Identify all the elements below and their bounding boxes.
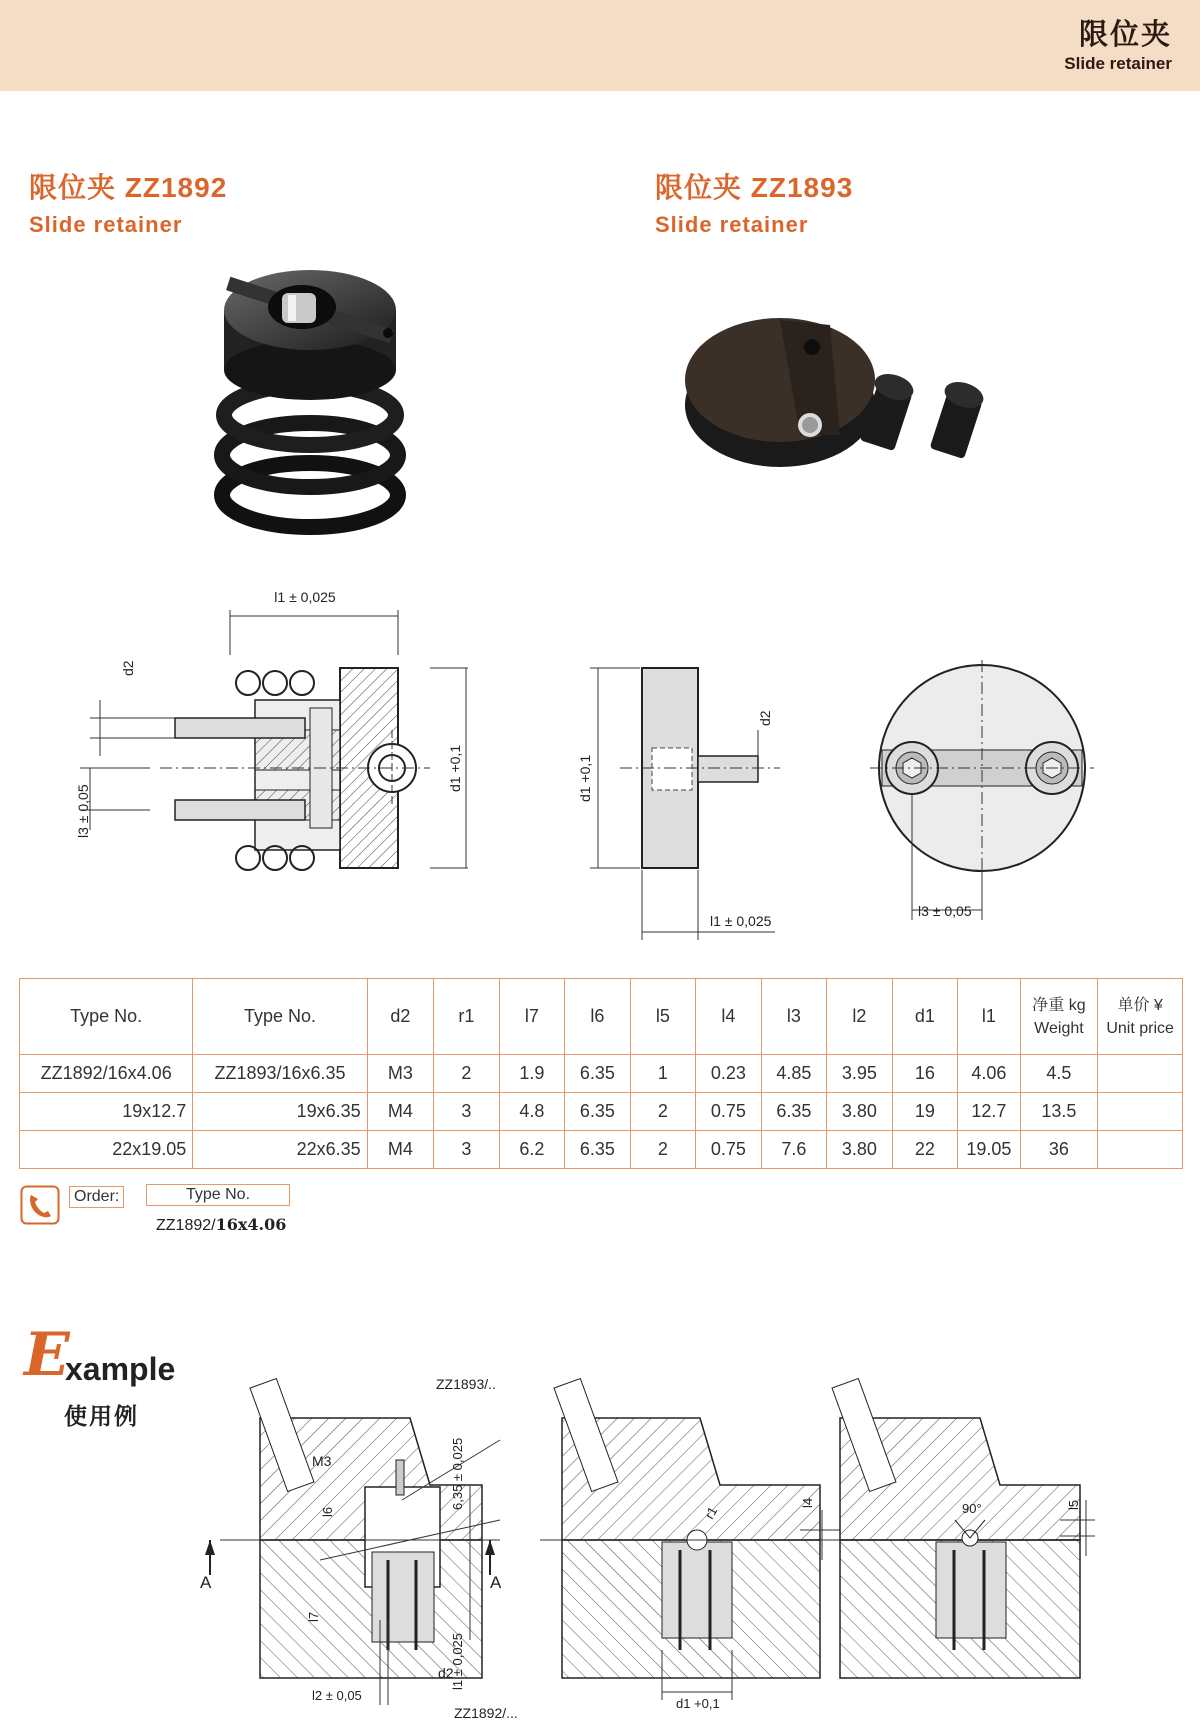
table-cell: 3 — [434, 1131, 500, 1169]
example-label-d2: d2 — [438, 1665, 454, 1681]
table-cell: M3 — [367, 1055, 434, 1093]
table-cell: ZZ1892/16x4.06 — [20, 1055, 193, 1093]
order-example-suffix: 16x4.06 — [215, 1215, 287, 1234]
table-cell: 3 — [434, 1093, 500, 1131]
table-header: l4 — [696, 979, 762, 1055]
example-label-6-35: 6,35 ± 0,025 — [450, 1437, 465, 1510]
product-subtitle-zz1892: Slide retainer — [29, 212, 183, 237]
table-header: d1 — [892, 979, 958, 1055]
dim-l3-tol: l3 ± 0,05 — [75, 784, 91, 838]
header-title-cn: 限位夹 — [1078, 19, 1172, 51]
table-header: Type No. — [193, 979, 367, 1055]
header-title-en: Slide retainer — [1064, 54, 1172, 73]
table-header: l3 — [761, 979, 827, 1055]
table-cell: 4.85 — [761, 1055, 827, 1093]
table-cell: 19x6.35 — [193, 1093, 367, 1131]
table-header: Type No. — [20, 979, 193, 1055]
top-view-zz1893 — [870, 660, 1094, 920]
example-label-zz1892: ZZ1892/... — [454, 1705, 518, 1721]
table-cell: 19 — [892, 1093, 958, 1131]
weight-header-cn: 净重 kg — [1032, 996, 1086, 1014]
dim-l3-tol-b: l3 ± 0,05 — [918, 903, 972, 919]
table-header: l1 — [958, 979, 1020, 1055]
table-header-row — [20, 979, 1183, 1055]
table-header: r1 — [434, 979, 500, 1055]
table-cell: ZZ1893/16x6.35 — [193, 1055, 367, 1093]
table-cell: 3.80 — [827, 1093, 893, 1131]
table-cell: 19.05 — [958, 1131, 1020, 1169]
dim-l1-tol-b: l1 ± 0,025 — [710, 913, 772, 929]
table-cell: 22x6.35 — [193, 1131, 367, 1169]
table-cell: 1.9 — [499, 1055, 565, 1093]
table-cell: 6.35 — [565, 1055, 631, 1093]
price-header-cn: 单价 ¥ — [1117, 996, 1163, 1014]
example-label-zz1893: ZZ1893/.. — [436, 1376, 496, 1392]
example-label-l4: l4 — [800, 1497, 815, 1508]
table-cell: 0.23 — [696, 1055, 762, 1093]
table-cell: 2 — [630, 1131, 696, 1169]
table-cell: M4 — [367, 1131, 434, 1169]
table-header-price — [1098, 979, 1183, 1055]
example-label-l7: l7 — [306, 1611, 321, 1622]
table-cell: 3.80 — [827, 1131, 893, 1169]
dim-d1-tol: d1 +0,1 — [447, 744, 463, 792]
table-cell — [1098, 1131, 1183, 1169]
side-view-zz1893 — [590, 668, 780, 940]
table-header: l7 — [499, 979, 565, 1055]
dim-d2-b: d2 — [757, 710, 773, 726]
table-cell: 0.75 — [696, 1093, 762, 1131]
example-view-3 — [832, 1379, 1095, 1678]
table-cell: 16 — [892, 1055, 958, 1093]
table-cell: 6.35 — [565, 1131, 631, 1169]
dim-l1-tol: l1 ± 0,025 — [274, 589, 336, 605]
example-title-rest: xample — [65, 1351, 176, 1387]
weight-header-en: Weight — [1034, 1019, 1084, 1037]
table-cell: 2 — [434, 1055, 500, 1093]
example-label-l1: l1 ± 0,025 — [450, 1632, 465, 1690]
example-label-a-left: A — [200, 1573, 212, 1592]
example-view-2 — [540, 1379, 840, 1700]
product-title-zz1893: 限位夹 ZZ1893 — [655, 172, 854, 203]
price-header-en: Unit price — [1106, 1019, 1174, 1037]
example-label-r1: r1 — [701, 1503, 721, 1522]
order-type-label: Type No. — [146, 1184, 290, 1206]
table-cell: 22x19.05 — [20, 1131, 193, 1169]
table-cell: 4.06 — [958, 1055, 1020, 1093]
table-header: l5 — [630, 979, 696, 1055]
table-cell — [1098, 1093, 1183, 1131]
example-title-initial: E — [24, 1320, 70, 1390]
table-cell: 36 — [1020, 1131, 1098, 1169]
table-cell: 22 — [892, 1131, 958, 1169]
table-cell: M4 — [367, 1093, 434, 1131]
order-example-prefix: ZZ1892/ — [156, 1217, 216, 1234]
table-cell: 6.2 — [499, 1131, 565, 1169]
table-cell: 3.95 — [827, 1055, 893, 1093]
table-row — [20, 1093, 1183, 1131]
table-header: l6 — [565, 979, 631, 1055]
product-subtitle-zz1893: Slide retainer — [655, 212, 809, 237]
table-row — [20, 1131, 1183, 1169]
table-header: d2 — [367, 979, 434, 1055]
example-label-a-right: A — [490, 1573, 502, 1592]
table-cell: 6.35 — [565, 1093, 631, 1131]
table-cell: 4.8 — [499, 1093, 565, 1131]
example-label-l2: l2 ± 0,05 — [312, 1688, 362, 1703]
table-cell: 19x12.7 — [20, 1093, 193, 1131]
table-header-weight — [1020, 979, 1098, 1055]
example-title-cn: 使用例 — [64, 1403, 139, 1429]
example-label-90: 90° — [962, 1501, 982, 1516]
table-cell: 2 — [630, 1093, 696, 1131]
table-cell: 13.5 — [1020, 1093, 1098, 1131]
table-cell: 7.6 — [761, 1131, 827, 1169]
example-label-d1: d1 +0,1 — [676, 1696, 720, 1711]
product-photo-zz1892 — [200, 255, 420, 535]
table-cell: 6.35 — [761, 1093, 827, 1131]
order-label: Order: — [69, 1186, 124, 1208]
table-row — [20, 1055, 1183, 1093]
order-example — [156, 1215, 286, 1235]
technical-drawings — [0, 580, 1200, 940]
header-bar — [0, 0, 1200, 91]
product-photo-zz1893 — [680, 285, 1040, 505]
spec-table — [19, 978, 1183, 1169]
table-cell: 12.7 — [958, 1093, 1020, 1131]
side-section-view-zz1892 — [80, 610, 468, 870]
table-cell: 4.5 — [1020, 1055, 1098, 1093]
table-cell: 0.75 — [696, 1131, 762, 1169]
example-label-l5: l5 — [1066, 1499, 1081, 1510]
example-label-m3: M3 — [312, 1453, 332, 1469]
table-cell — [1098, 1055, 1183, 1093]
table-cell: 1 — [630, 1055, 696, 1093]
table-header: l2 — [827, 979, 893, 1055]
product-title-zz1892: 限位夹 ZZ1892 — [29, 172, 228, 203]
example-drawings — [200, 1360, 1200, 1730]
example-label-l6: l6 — [320, 1506, 335, 1517]
dim-d1-tol-b: d1 +0,1 — [577, 754, 593, 802]
dim-d2: d2 — [120, 660, 136, 676]
phone-icon — [20, 1185, 60, 1225]
